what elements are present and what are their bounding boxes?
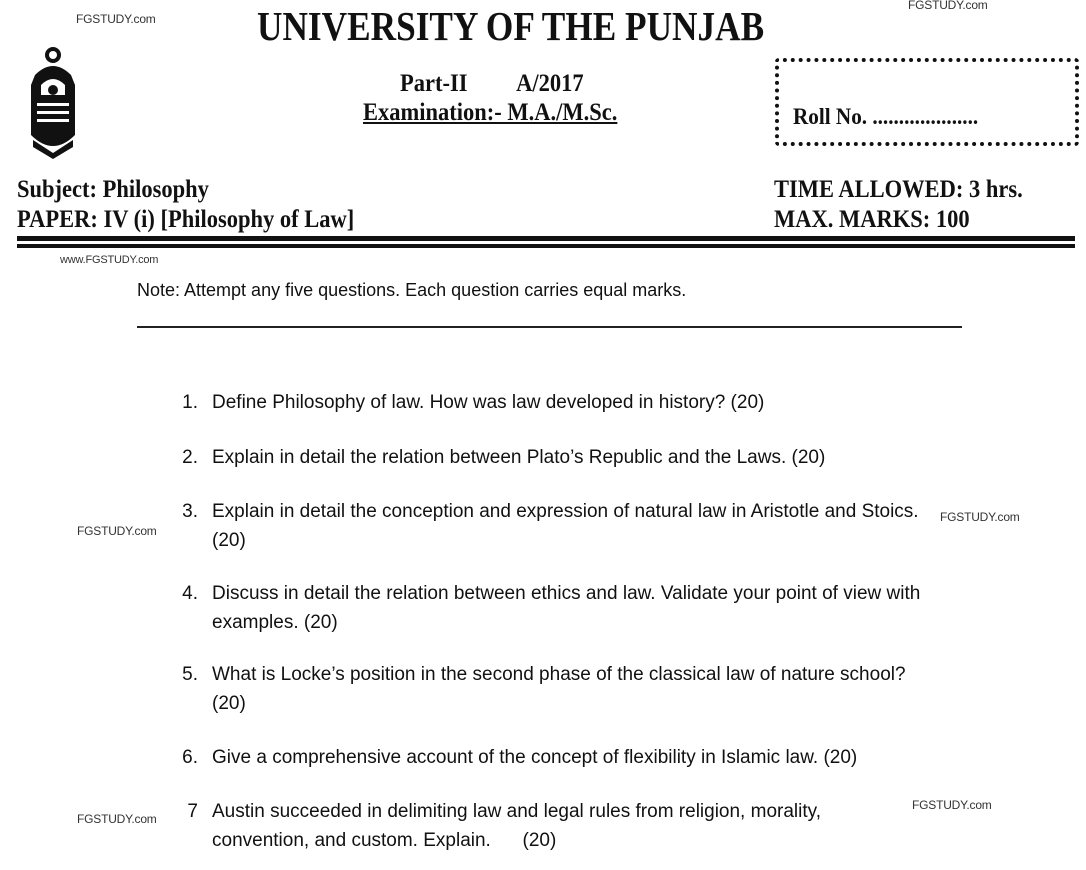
watermark: FGSTUDY.com — [77, 524, 157, 538]
question-item — [170, 743, 980, 772]
question-item — [170, 388, 970, 417]
note-divider — [137, 326, 962, 328]
question-text: Give a comprehensive account of the concept of flexibility in Islamic law. (20) — [212, 747, 858, 768]
question-number: 3. — [182, 501, 198, 522]
university-crest-logo — [27, 45, 79, 160]
question-number: 5. — [182, 664, 198, 685]
question-number: 1. — [182, 392, 198, 413]
paper-label: PAPER: IV (i) [Philosophy of Law] — [17, 206, 355, 233]
roll-number-field: Roll No. .................... — [793, 104, 979, 129]
watermark: FGSTUDY.com — [76, 12, 156, 26]
question-number: 6. — [182, 747, 198, 768]
question-text: Define Philosophy of law. How was law developed in history? (20) — [212, 392, 765, 413]
question-text: Explain in detail the relation between Plato’s Republic and the Laws. (20) — [212, 447, 826, 468]
time-allowed: TIME ALLOWED: 3 hrs. — [774, 176, 1023, 203]
subject-label: Subject: Philosophy — [17, 176, 209, 203]
question-item — [170, 797, 910, 855]
question-text: Discuss in detail the relation between ethics and law. Validate your point of view with examples. (20) — [212, 583, 921, 633]
question-item — [170, 443, 970, 472]
part-label: Part-II — [400, 70, 468, 97]
session-label: A/2017 — [516, 70, 584, 97]
watermark: www.FGSTUDY.com — [60, 254, 159, 266]
watermark: FGSTUDY.com — [908, 0, 988, 12]
roll-number-box — [775, 58, 1079, 146]
watermark: FGSTUDY.com — [77, 812, 157, 826]
question-text: Austin succeeded in delimiting law and legal rules from religion, morality, convention, and custom. Explain. (20) — [212, 801, 827, 851]
examination-label: Examination:- M.A./M.Sc. — [363, 99, 618, 126]
header-divider — [17, 236, 1075, 241]
university-title: UNIVERSITY OF THE PUNJAB — [257, 3, 765, 49]
question-item — [170, 579, 960, 637]
watermark: FGSTUDY.com — [940, 510, 1020, 524]
question-number: 7 — [187, 801, 198, 822]
question-text: What is Locke’s position in the second phase of the classical law of nature school? (20) — [212, 664, 906, 714]
instructions-note: Note: Attempt any five questions. Each question carries equal marks. — [137, 280, 687, 300]
question-item — [170, 497, 930, 555]
question-number: 2. — [182, 447, 198, 468]
question-item — [170, 660, 930, 718]
watermark: FGSTUDY.com — [912, 798, 992, 812]
part-session — [400, 70, 632, 98]
question-number: 4. — [182, 583, 198, 604]
header-divider — [17, 244, 1075, 248]
max-marks: MAX. MARKS: 100 — [774, 206, 970, 233]
question-text: Explain in detail the conception and expression of natural law in Aristotle and Stoics. (20) — [212, 501, 919, 551]
